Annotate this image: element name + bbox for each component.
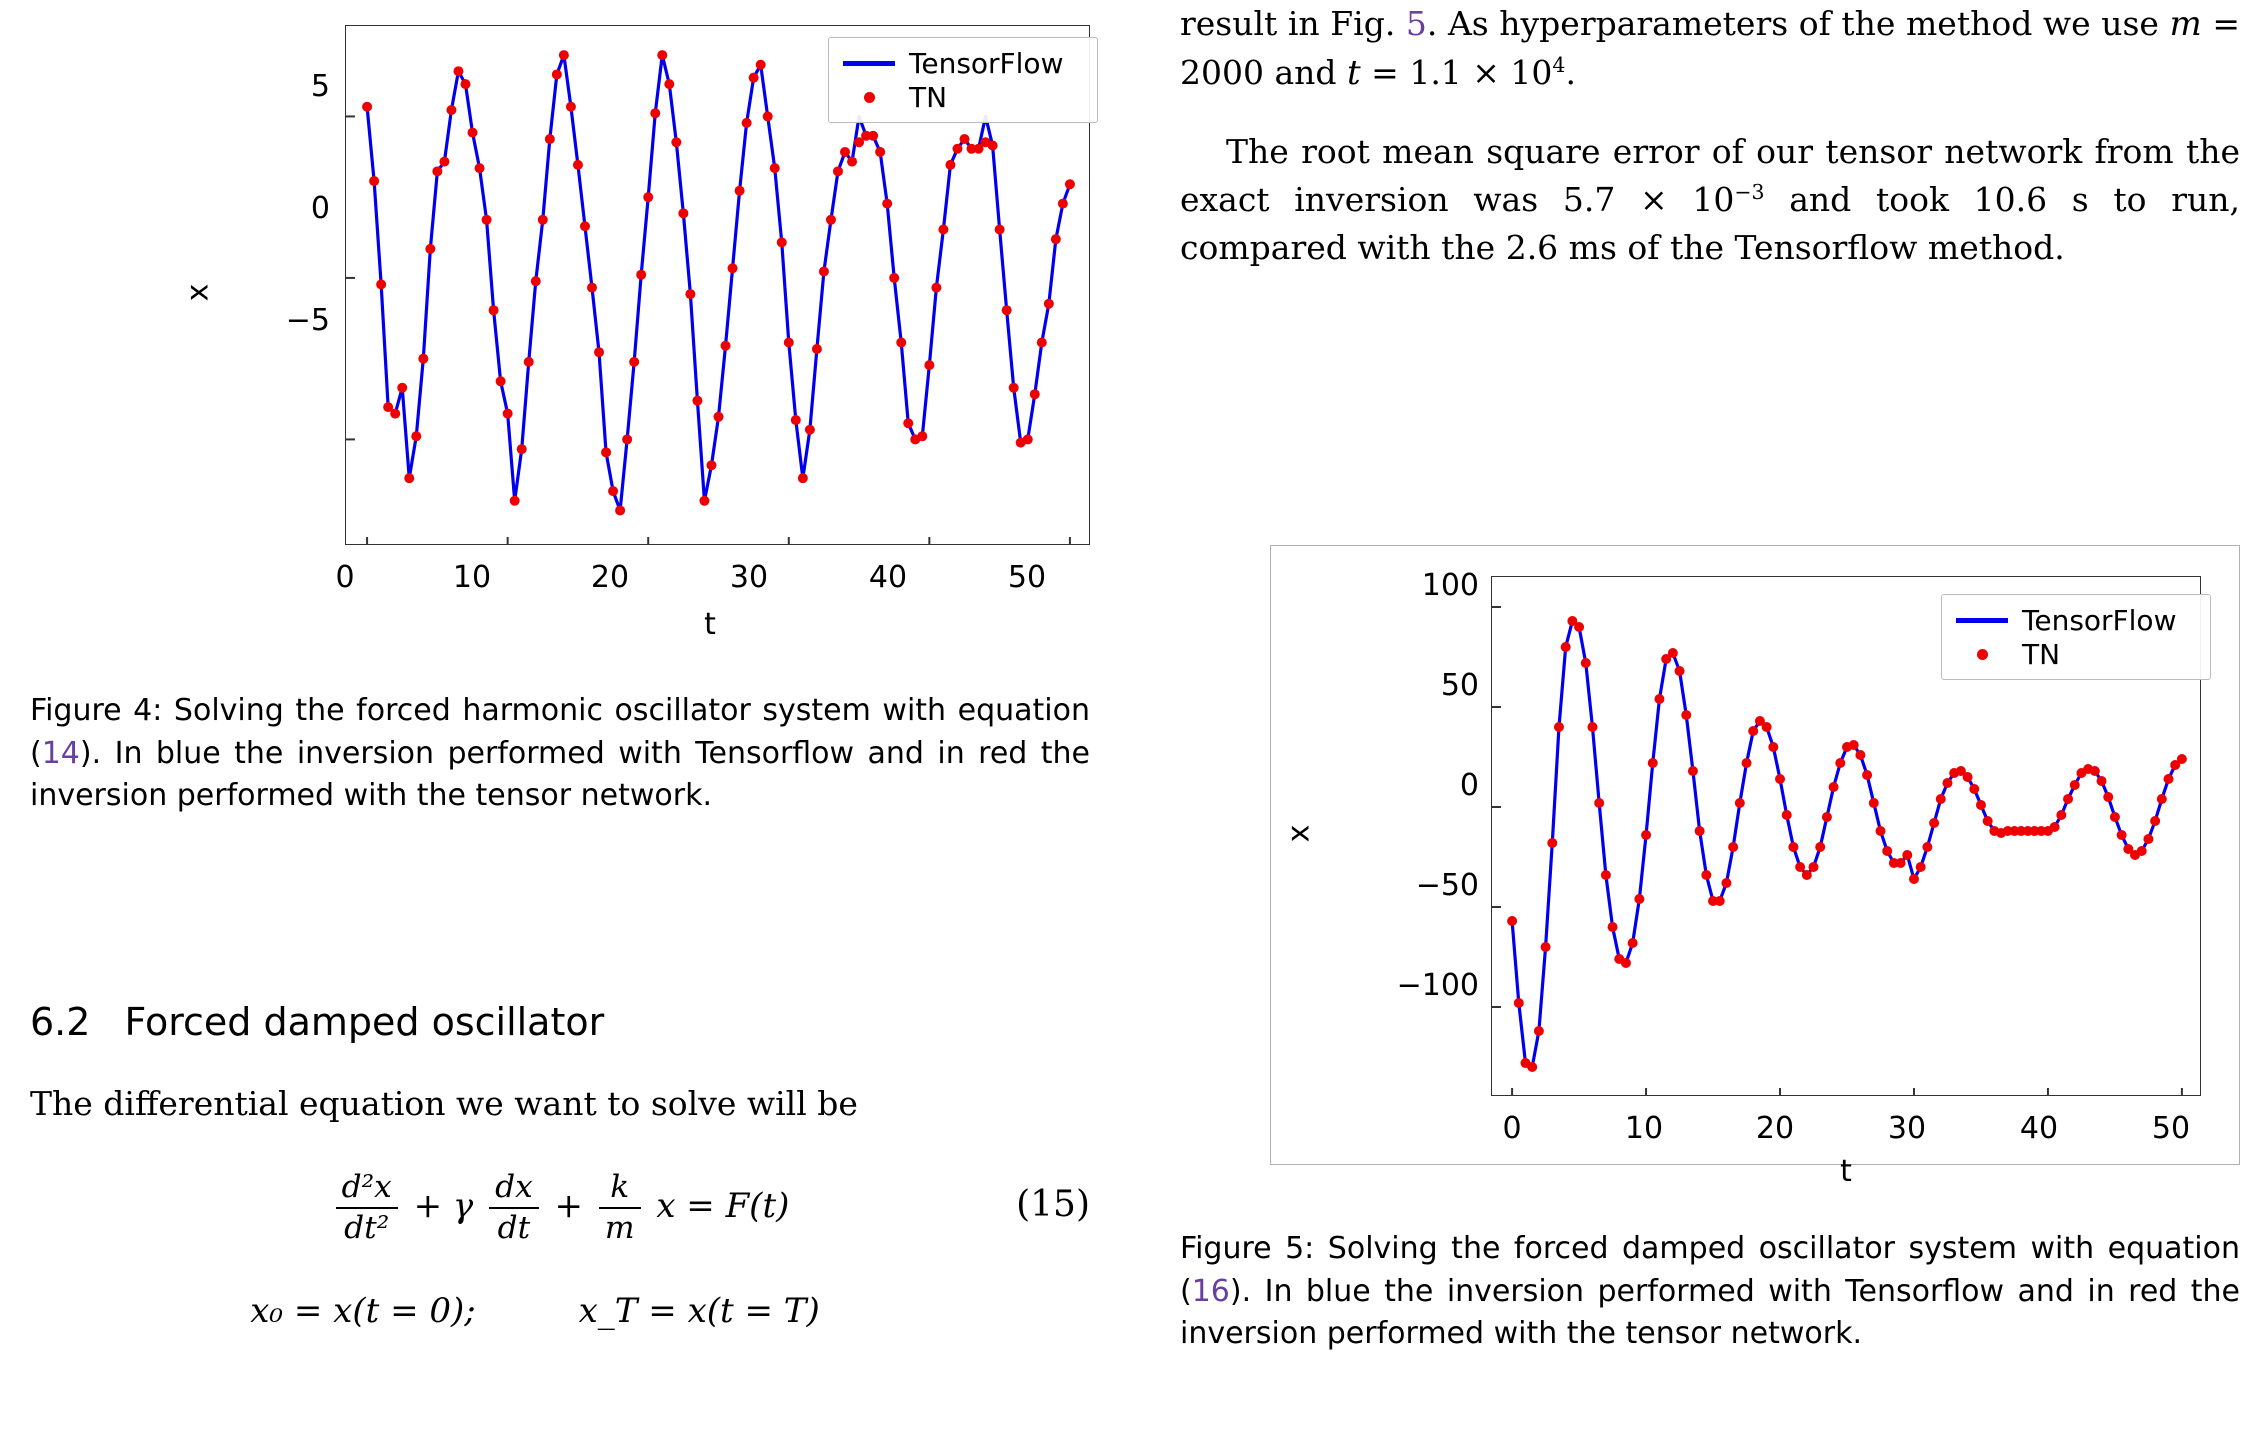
frac-numerator: k <box>599 1170 641 1209</box>
dot-swatch-icon <box>843 92 895 103</box>
figure-5-reference-link[interactable]: 5 <box>1405 4 1427 43</box>
equation-15-number: (15) <box>1016 1184 1090 1225</box>
equation-15-body <box>331 1169 790 1247</box>
equation-15-final-condition: x_T = x(t = T) <box>578 1291 820 1331</box>
figure-5-caption-text-2: . In blue the inversion performed with Tensorflow and in red the inversion performed with the tensor network. <box>1180 1273 2240 1352</box>
figure-5-ytick-0: 0 <box>1459 768 1479 803</box>
figure-5-ytick-50: 50 <box>1440 668 1479 703</box>
figure-4-xtick-40: 40 <box>868 560 908 595</box>
equation-15-initial-condition: x₀ = x(t = 0); <box>250 1291 476 1331</box>
section-heading-6-2 <box>30 1000 1090 1044</box>
equation-15-line-1 <box>30 1170 1090 1246</box>
figure-5-xtick-0: 0 <box>1502 1111 1522 1146</box>
frac-numerator: d²x <box>336 1170 398 1209</box>
right-paragraph-2 <box>1180 128 2240 272</box>
dot-swatch-icon <box>1956 649 2008 660</box>
paragraph-intro-text: The differential equation we want to solve will be <box>30 1084 858 1123</box>
figure-5-ytick-100: 100 <box>1421 568 1479 603</box>
right-column <box>1180 0 2240 1438</box>
figure-4-caption-text-1: Solving the forced harmonic oscillator system with equation <box>162 693 1090 728</box>
figure-5-legend <box>1941 594 2211 680</box>
rmse-value: 5.7 × 10 <box>1562 179 1735 219</box>
plus-sign-2: + <box>554 1186 584 1227</box>
plus-sign-1: + <box>413 1186 443 1227</box>
legend-label-tn: TN <box>2022 637 2061 671</box>
figure-4-xtick-10: 10 <box>452 560 492 595</box>
frac-denominator: m <box>604 1210 635 1247</box>
d2x-dt2-fraction <box>336 1170 398 1246</box>
t-value: = 1.1 × 10 <box>1360 53 1553 93</box>
legend-row-tn <box>1956 637 2196 671</box>
figure-4-caption-label: Figure 4: <box>30 693 163 728</box>
figure-4-caption-ref[interactable]: 14 <box>41 735 80 771</box>
figure-5-ylabel: x <box>1281 824 1317 843</box>
figure-4-xtick-30: 30 <box>729 560 769 595</box>
t-exponent: 4 <box>1552 53 1566 78</box>
figure-5-ytick-neg100: −100 <box>1396 968 1479 1003</box>
left-column <box>30 0 1125 1438</box>
section-title: Forced damped oscillator <box>124 1000 605 1044</box>
figure-5-xlabel: t <box>1840 1154 1852 1189</box>
dx-dt-fraction <box>489 1170 539 1246</box>
frac-denominator: dt <box>497 1210 531 1247</box>
line-swatch-icon <box>843 61 895 66</box>
figure-4-legend <box>828 37 1098 123</box>
figure-4-xtick-50: 50 <box>1007 560 1047 595</box>
figure-4-ytick-neg5: −5 <box>285 303 330 338</box>
figure-4-xtick-20: 20 <box>590 560 630 595</box>
paragraph-2-mid: and took 10.6 s to run, compared with the 2.6 ms of the Tensorflow method. <box>1180 179 2241 267</box>
figure-5-xtick-50: 50 <box>2151 1111 2191 1146</box>
legend-label-tensorflow: TensorFlow <box>2022 603 2177 637</box>
section-number: 6.2 <box>30 1000 91 1044</box>
paragraph-1-tail: . <box>1565 53 1576 93</box>
figure-5-xtick-10: 10 <box>1624 1111 1664 1146</box>
legend-row-tn <box>843 80 1083 114</box>
right-paragraph-1 <box>1180 0 2240 99</box>
m-variable: m <box>2169 4 2202 44</box>
figure-5-caption-ref[interactable]: 16 <box>1191 1273 1230 1309</box>
figure-5-xtick-20: 20 <box>1755 1111 1795 1146</box>
figure-5-xtick-40: 40 <box>2019 1111 2059 1146</box>
m-value: = 2000 and <box>1180 4 2240 93</box>
line-swatch-icon <box>1956 618 2008 623</box>
figure-5-xtick-30: 30 <box>1887 1111 1927 1146</box>
figure-4-ytick-0: 0 <box>310 191 330 226</box>
figure-5-caption-label: Figure 5: <box>1180 1231 1315 1266</box>
figure-4-ytick-5: 5 <box>310 69 330 104</box>
equation-15-line-2 <box>30 1290 1040 1331</box>
paragraph-2-lead: The root mean square error of our tensor network from the exact inversion was <box>1180 132 2240 219</box>
legend-label-tensorflow: TensorFlow <box>909 46 1064 80</box>
rmse-exponent: −3 <box>1734 179 1765 204</box>
equation-15-rhs: x = F(t) <box>656 1186 790 1227</box>
figure-4-xtick-0: 0 <box>335 560 355 595</box>
figure-5-ytick-neg50: −50 <box>1415 868 1479 903</box>
paragraph-intro-equation <box>30 1080 1090 1128</box>
gamma-symbol: γ <box>452 1186 474 1227</box>
figure-4-caption: Figure 4: Solving the forced harmonic oscillator system with equation (14). In blue the inversion performed with Tensorflow and in red the inversion performed with the tensor network. <box>30 693 1090 814</box>
figure-5-caption-text-1: Solving the forced damped oscillator system with equation <box>1314 1231 2240 1266</box>
legend-row-tensorflow <box>1956 603 2196 637</box>
figure-5-caption: Figure 5: Solving the forced damped oscillator system with equation (16). In blue the inversion performed with Tensorflow and in red the inversion performed with the tensor network. <box>1180 1231 2240 1352</box>
figure-4-caption-text-2: . In blue the inversion performed with Tensorflow and in red the inversion performed with the tensor network. <box>30 735 1090 814</box>
paragraph-1-after-ref: . As hyperparameters of the method we use <box>1426 4 2170 43</box>
k-m-fraction <box>599 1170 641 1246</box>
t-variable: t <box>1347 53 1361 94</box>
frac-numerator: dx <box>489 1170 539 1209</box>
paragraph-1-before-ref: result in Fig. <box>1180 4 1406 43</box>
legend-label-tn: TN <box>909 80 948 114</box>
figure-5-plot <box>1270 545 2240 1189</box>
figure-4-xlabel: t <box>704 607 716 642</box>
figure-4-ylabel: x <box>180 283 216 302</box>
legend-row-tensorflow <box>843 46 1083 80</box>
frac-denominator: dt² <box>344 1210 390 1247</box>
figure-4-plot <box>170 15 1120 642</box>
